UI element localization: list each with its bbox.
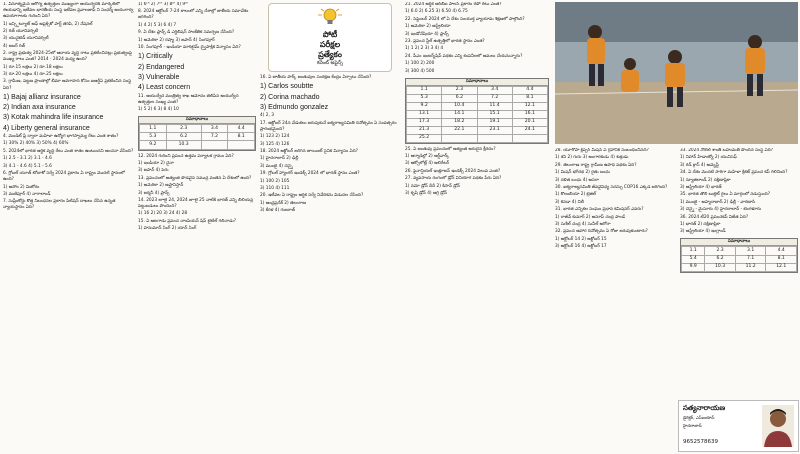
option-text: 1) రూ.15 లక్షలు 2) రూ.18 లక్షలు [3,64,63,70]
option-text: 1) కొలంబియా 2) బ్రెజిల్ [555,192,596,198]
option-text: 2) రిత్ యూనివర్సిటీ [3,28,38,34]
answer-cell: 5.3 [140,133,167,141]
answers-title: సమాధానాలు [681,239,797,246]
answer-cell: 11.4 [477,102,512,110]
answer-cell: 2.3 [442,86,477,94]
question-text: 13. ప్రపంచంలో అత్యంత పొడవైన సముద్ర వంతెన ఏ దేశంలో ఉంది? [138,175,252,181]
question-text: 5. 2024లో భారత ఆర్థిక వృద్ధి రేటు ఎంత శాతం ఉంటుందని అంచనా వేసింది? [3,148,134,154]
option-text: 1) అమెరికా 2) ఆస్ట్రేలియా [405,24,451,30]
option-text: 1) న్యూజిలాండ్ 2) దక్షిణాఫ్రికా [680,177,731,183]
option-text: 3) ఆస్ట్రేలియా 4) భారత్ [680,184,722,190]
answer-cell [228,141,255,149]
column-4 [405,2,549,452]
option-text: 1) ఆర్మాడిల్లో 2) ఆర్డ్‌వార్క్ [405,154,450,160]
answer-cell: 14.1 [442,110,477,118]
answer-cell: 4.4 [228,125,255,133]
author-name: సత్యనారాయణ [683,404,726,412]
question-text: 17. ఆక్టోబర్ 24న వేడుకలు జరుపుకునే ఐక్యరాజ్యసమితి దినోత్సవం ఏ సంవత్సరం ప్రారంభమైంది? [260,120,397,132]
answers-title: సమాధానాలు [139,117,255,124]
answer-cell: 8.1 [512,94,547,102]
option-text: 1) హైదరాబాద్ 2) ఢిల్లీ [260,156,299,162]
option-text: 1) 2.5 - 3.1 2) 3.1 - 4.6 [3,156,52,162]
question-text: 8. 2024 ఆక్టోబర్ 7-24 కాలంలో ఎన్ని దేశాల్లో జాతీయ సమావేశం జరిగింది? [138,9,249,21]
column-5 [555,148,675,448]
logo-line-3: ప్రత్యేకం [318,50,342,60]
answer-cell: 6.2 [705,255,736,263]
answer-cell: 6.2 [166,133,201,141]
answer-cell: 3.4 [477,86,512,94]
answers-box [138,116,256,150]
answer-cell: 12.1 [766,263,797,271]
question-text: 21. 2024 ఆర్థిక ఆర్‌బీఐ పాలసీ ప్రకారం రెపో రేటు ఎంత? [405,2,502,7]
logo-line-2: పరీక్షల [319,40,341,50]
option-text: 1) 16 2) 20 3) 24 4) 28 [138,211,188,217]
option-text: 1) హనుమాన్ సింగ్ 2) యాన్ సింగ్ [138,226,197,232]
option-text: 3) 110 4) 111 [260,185,290,191]
answer-cell [201,141,228,149]
answer-cell: 7.2 [201,133,228,141]
option-text: 4) 2, 3 [260,113,274,119]
option-text: 3) కేరళ 4) గుజరాత్ [260,208,295,214]
answer-cell [442,134,477,142]
question-text: 18. 2024 ఆక్టోబర్ జరిగిన జాయింట్ సైనిక విన్యాసం ఏది? [260,149,358,155]
answer-cell: 21.3 [407,126,442,134]
option-text: 1) మిషన్ భగీరథ 2) రైతు బంధు [555,170,610,176]
answer-cell: 4.4 [512,86,547,94]
answer-cell: 25.2 [407,134,442,142]
option-text: 1) Critically [138,53,173,61]
option-text: 1) శని 2) గురు 3) అంగారకుడు 4) శుక్రుడు [555,155,629,161]
answer-cell: 15.1 [477,110,512,118]
column-1 [3,2,135,452]
option-text: 1) Bajaj allianz insurance [3,93,81,101]
option-text: 3) రెడ్ క్రాస్ 4) అమ్నెస్టీ [680,162,719,168]
option-text: 3) మణిపూర్ 4) నాగాలాండ్ [3,191,51,197]
question-text: 35. భారత తొలి బుల్లెట్ రైలు ఏ మార్గంలో నడుస్తుంది? [680,192,771,198]
answer-cell: 1.1 [682,247,705,255]
answer-cell: 10.4 [442,102,477,110]
answer-cell: 11.2 [735,263,766,271]
option-text: 1) 4 2) 5 3) 6 4) 7 [138,22,177,28]
option-text: 3) 300 4) 500 [405,68,435,74]
option-text: 1) ఇండియా 2) చైనా [138,160,174,166]
question-text: 27. వ్యవసాయ రంగంలో డ్రోన్ వినియోగ పథకం పేరు ఏది? [405,176,502,182]
option-text: 3) జపాన్ 4) పెరు [138,168,169,174]
option-text: 3) Edmundo gonzalez [260,104,329,112]
question-text: 10. సింగపూర్ - ఇండియా మారిటైమ్ ద్వైపాక్షిక విన్యాసం ఏది? [138,45,241,51]
answers-table [681,246,797,271]
option-text: 3) చెన్నై - మైసూరు 4) హైదరాబాద్ - బెంగళూరు [680,207,762,213]
option-text: 1) 1 2) 2 3) 3 4) 4 [405,46,444,52]
option-text: 4) Liberty general insurance [3,124,90,132]
question-text: 26. ఫైనాన్షియల్ ఇంక్లూజన్ ఇండెక్స్ 2024 విలువ ఎంత? [405,168,501,174]
person-icon [762,405,794,447]
question-text: 36. 2024 టీ20 ప్రపంచకప్ విజేత ఏది? [680,214,749,220]
option-text: 3) Vulnerable [138,74,180,82]
question-text: 24. పీఎం ఇంటర్న్‌షిప్ పథకం ఎన్ని కంపెనీలలో అమలు చేయనున్నారు? [405,53,523,59]
answer-cell: 12.1 [512,102,547,110]
option-text: 3) యునైటెడ్ యూనివర్సిటీ [3,36,49,42]
option-text: 1) రాజీవ్ కుమార్ 2) అనూప్ చంద్ర పాండే [555,214,625,220]
answer-cell: 2.3 [705,247,736,255]
question-text: 14. 2023 జూలై 24, 2024 జూలై 25 నాటికి భారత్ ఎన్ని బిలియన్ల పెట్టుబడులు పొందింది? [138,197,254,210]
option-text: 1) అమెరికా 2) రష్యా 3) జపాన్ 4) సింగపూర్ [138,37,215,43]
column-3 [260,2,400,452]
option-text: 2) Corina machado [260,93,320,101]
logo-line-1: పోటీ [322,30,338,40]
author-box [678,400,799,452]
option-text: 3) సుశీల్ చంద్ర 4) సునీల్ అరోరా [555,221,611,227]
sports-photo-illustration [555,2,798,144]
option-text: 3) ఇండోనేషియా 4) ఫ్రాన్స్ [405,31,449,37]
option-text: 1) భారత్ 2) దక్షిణాఫ్రికా [680,221,721,227]
question-text: 3. గ్రామీణ, పట్టణ ప్రాంతాల్లో బీమా అవగాహన కోసం ఐఆర్డీఏ ప్రకటించిన సంస్థ ఏది? [3,79,132,91]
answer-cell: 16.1 [512,110,547,118]
question-text: 11. ఆయుర్వేద మంత్రిత్వ శాఖ ఆమోదం తెలిపిన ఆయుర్వేద ఉత్పత్తుల సంఖ్య ఎంత? [138,93,239,105]
answer-cell [512,134,547,142]
answer-cell: 19.1 [477,118,512,126]
question-text: 2. రాష్ట్ర ప్రభుత్వ 2024-25లో ఆదాయ వృద్ధి రాటు ప్రకటించినట్లు ప్రభుత్వంపై ముఖ్య రాలు ఎంత? 2014 - 2024 మధ్య ఉంది? [3,51,133,63]
answer-cell: 2.3 [166,125,201,133]
question-text: 12. 2024 గురించి ప్రపంచ ఉత్తమ పర్యాటక గ్రామం ఏది? [138,153,234,159]
answer-cell: 13.1 [407,110,442,118]
option-text: 3) కెనడా 4) చిలీ [555,199,585,205]
option-text: 1) 6.0 2) 6.25 3) 6.50 4) 6.75 [405,9,468,15]
answer-cell: 23.1 [477,126,512,134]
answer-cell: 9.9 [682,263,705,271]
author-designation: డైరెక్టర్, ఎస్ఐయాస్ [683,415,715,420]
option-text: 2) Indian axa insurance [3,104,76,112]
question-text: 30. ఐక్యరాజ్యసమితి జీవవైవిధ్య సదస్సు COP16 ఎక్కడ జరిగింది? [555,184,668,190]
option-text: 4) Least concern [138,84,191,92]
question-text: 28. యూరోపా క్లిప్పర్ మిషన్ ఏ గ్రహానికి సంబంధించినది? [555,148,649,153]
option-text: 1) 5 2) 6 3) 8 4) 10 [138,107,179,113]
option-text: 3) అక్టోబర్ 16 4) అక్టోబర్ 17 [555,244,607,250]
question-text: 6. గ్లోబల్ యూత్ టోబాకో సర్వే 2024 ప్రకారం ఏ రాష్ట్రం మొదటి స్థానంలో ఉంది? [3,171,125,183]
question-text: 7. సుప్రీంకోర్టు కొత్త నిబంధనల ప్రకారం పిటిషన్ దాఖలు చేసిన ఉన్నత న్యాయస్థానం ఏది? [3,199,116,211]
option-text: 1) ముంబై - అహ్మదాబాద్ 2) ఢిల్లీ - వారణాసి [680,199,756,205]
question-text: 33. 2024 నోబెల్ శాంతి బహుమతి పొందిన సంస్థ ఏది? [680,148,774,153]
answer-cell: 9.2 [407,102,442,110]
option-text: 3) ముంబై 4) చెన్నై [260,163,293,169]
question-text: 23. ప్రపంచ స్టీల్ ఉత్పత్తిలో భారత స్థానం ఎంత? [405,38,485,44]
question-text: 4. మెండిట్ ప్లే ద్వారా మహిళా ఉద్యోగ భాగస్వామ్య రేటు ఎంత శాతం? [3,134,119,140]
question-text: 20. ఇటీవల ఏ రాష్ట్రం ఆర్థిక సర్వే నివేదికను విడుదల చేసింది? [260,193,364,199]
answer-cell: 6.2 [442,94,477,102]
answer-cell: 10.3 [166,141,201,149]
option-text: 1) Carlos soubtte [260,83,314,91]
answer-cell: 1.1 [407,86,442,94]
logo-line-4: కరెంట్ అఫైర్స్ [316,60,343,67]
option-text: 3) దళిత బంధు 4) ఆసరా [555,177,599,183]
option-text: 1) ఇన్స్టిట్యూట్ ఆఫ్ అప్లెక్సికో పార్ట్ తెరిపి, 2) నేషనల్ [3,21,93,27]
answer-cell: 3.1 [735,247,766,255]
question-text: 31. భారత ఎన్నికల సంఘం ప్రధాన కమిషనర్ ఎవరు? [555,207,644,213]
question-text: 22. సెప్టెంబర్ 2024 లో ఏ దేశం సంయుక్త వ్యాయామ శిక్షణలో పాల్గొంది? [405,16,525,22]
answer-cell: 22.1 [442,126,477,134]
option-text: 3) కృషి డ్రోన్ 4) అగ్రి డ్రోన్ [405,191,447,197]
option-text: 1) 123 2) 124 [260,134,290,140]
option-text: 1) అక్టోబర్ 14 2) అక్టోబర్ 15 [555,236,607,242]
option-text: 3) రూ.20 లక్షలు 4) రూ.25 లక్షలు [3,72,63,78]
author-photo [762,405,794,447]
answer-cell: 9.2 [140,141,167,149]
answer-cell: 10.3 [705,263,736,271]
option-text: 3) జర్మనీ 4) ఫ్రాన్స్ [138,190,170,196]
answer-cell: 5.3 [407,94,442,102]
option-text: 3) ఆస్ట్రేలియా 4) ఇంగ్లాండ్ [680,229,726,235]
question-text: 9. ఏ దేశం ఫ్రాన్స్ డి ఎగ్జిబిషన్ సాంకేతిక సమర్పణ చేసింది? [138,30,235,36]
option-text: 3) Kotak mahindra life insurance [3,114,104,122]
answer-cell [477,134,512,142]
author-phone: 9652578639 [683,439,718,445]
answers-title: సమాధానాలు [406,79,548,86]
column-2 [138,2,256,452]
option-text: 1) 30% 2) 40% 3) 50% 4) 60% [3,141,69,147]
answer-cell: 18.2 [442,118,477,126]
answer-cell: 4.4 [766,247,797,255]
option-text: 1) 6ᵗʰ 2) 7ᵗʰ 3) 8ᵗʰ 4) 9ᵗʰ [138,2,189,7]
option-text: 2) Endangered [138,63,185,71]
section-logo [268,3,392,72]
option-text: 1) నిహాన్ హిడాంక్యో 2) యునిసెఫ్ [680,155,737,161]
answer-cell: 1.1 [140,125,167,133]
answer-cell: 7.1 [735,255,766,263]
author-location: హైదరాబాద్ [683,423,702,428]
question-text: 19. గ్లోబల్ హ్యాంగర్ ఇండెక్స్ 2024 లో భారత్ స్థానం ఎంత? [260,171,360,177]
option-text: 1) 100 2) 105 [260,178,290,184]
option-text: 3) ఆక్సోలోట్ల్ 4) ఆలిగేటర్ [405,161,450,167]
option-text: 1) అసోం 2) మిజోరం [3,184,40,190]
option-text: 1) 100 2) 200 [405,61,435,67]
answers-box [405,78,549,144]
lightbulb-icon [315,7,345,25]
option-text: 1) నమో డ్రోన్ దీదీ 2) కిసాన్ డ్రోన్ [405,183,460,189]
answer-cell: 17.3 [407,118,442,126]
answer-cell: 24.1 [512,126,547,134]
question-text: 34. ఏ దేశం మొదటి సారిగా మహిళా క్రికెట్ ప్రపంచ కప్ గెలిచింది? [680,170,788,176]
option-text: 1) అమెరికా 2) అఫ్ఘానిస్తాన్ [138,183,184,189]
answer-cell: 7.2 [477,94,512,102]
option-text: 3) 4.1 - 4.6 4) 5.1 - 5.6 [3,163,52,169]
kabaddi-photo [555,2,798,144]
answer-cell: 8.1 [228,133,255,141]
answers-box [680,238,798,272]
option-text: 3) 125 4) 126 [260,141,290,147]
answer-cell: 5.4 [682,255,705,263]
answer-cell: 20.1 [512,118,547,126]
question-text: 1. వినూత్నమైన ఆరోగ్య ఉత్పత్తుల ముఖ్యంగా ఆయుర్వేదిక్ మార్కెట్‌లో ఈయడాన్ని ఇటీవల భారతీయ సంస్థ ఇటీవల ప్రవాలజాఫ్ ని సంధర్శ్ ఆయుగార్వ ఉపయోగాలకు గురించి ఏది? [3,2,134,20]
answers-table [139,124,255,149]
option-text: 4) జబర్ రిత్ [3,43,25,49]
question-text: 32. ప్రపంచ ఆహార దినోత్సవం ఏ రోజు జరుపుకుంటారు? [555,229,648,235]
question-text: 25. ఏ జంతువు ప్రపంచంలో అత్యంత అరుదైన క్షీరదం? [405,146,496,152]
option-text: 1) ఆంధ్రప్రదేశ్ 2) తెలంగాణ [260,200,307,206]
question-text: 29. తెలంగాణ రాష్ట్ర గ్రామీణ ఉపాధి పథకం ఏది? [555,162,637,168]
answer-cell: 3.4 [201,125,228,133]
question-text: 16. ఏ జాతీయ పార్క్ జంతువుల సంరక్షణ కేంద్రం ఏర్పాటు చేసింది? [260,75,372,81]
question-text: 15. ఏ ఆటగాడు ప్రపంచ చాంపియన్ షిప్ టైటిల్ గెలిచాడు? [138,218,236,224]
answer-cell: 8.1 [766,255,797,263]
answers-table [406,86,548,143]
